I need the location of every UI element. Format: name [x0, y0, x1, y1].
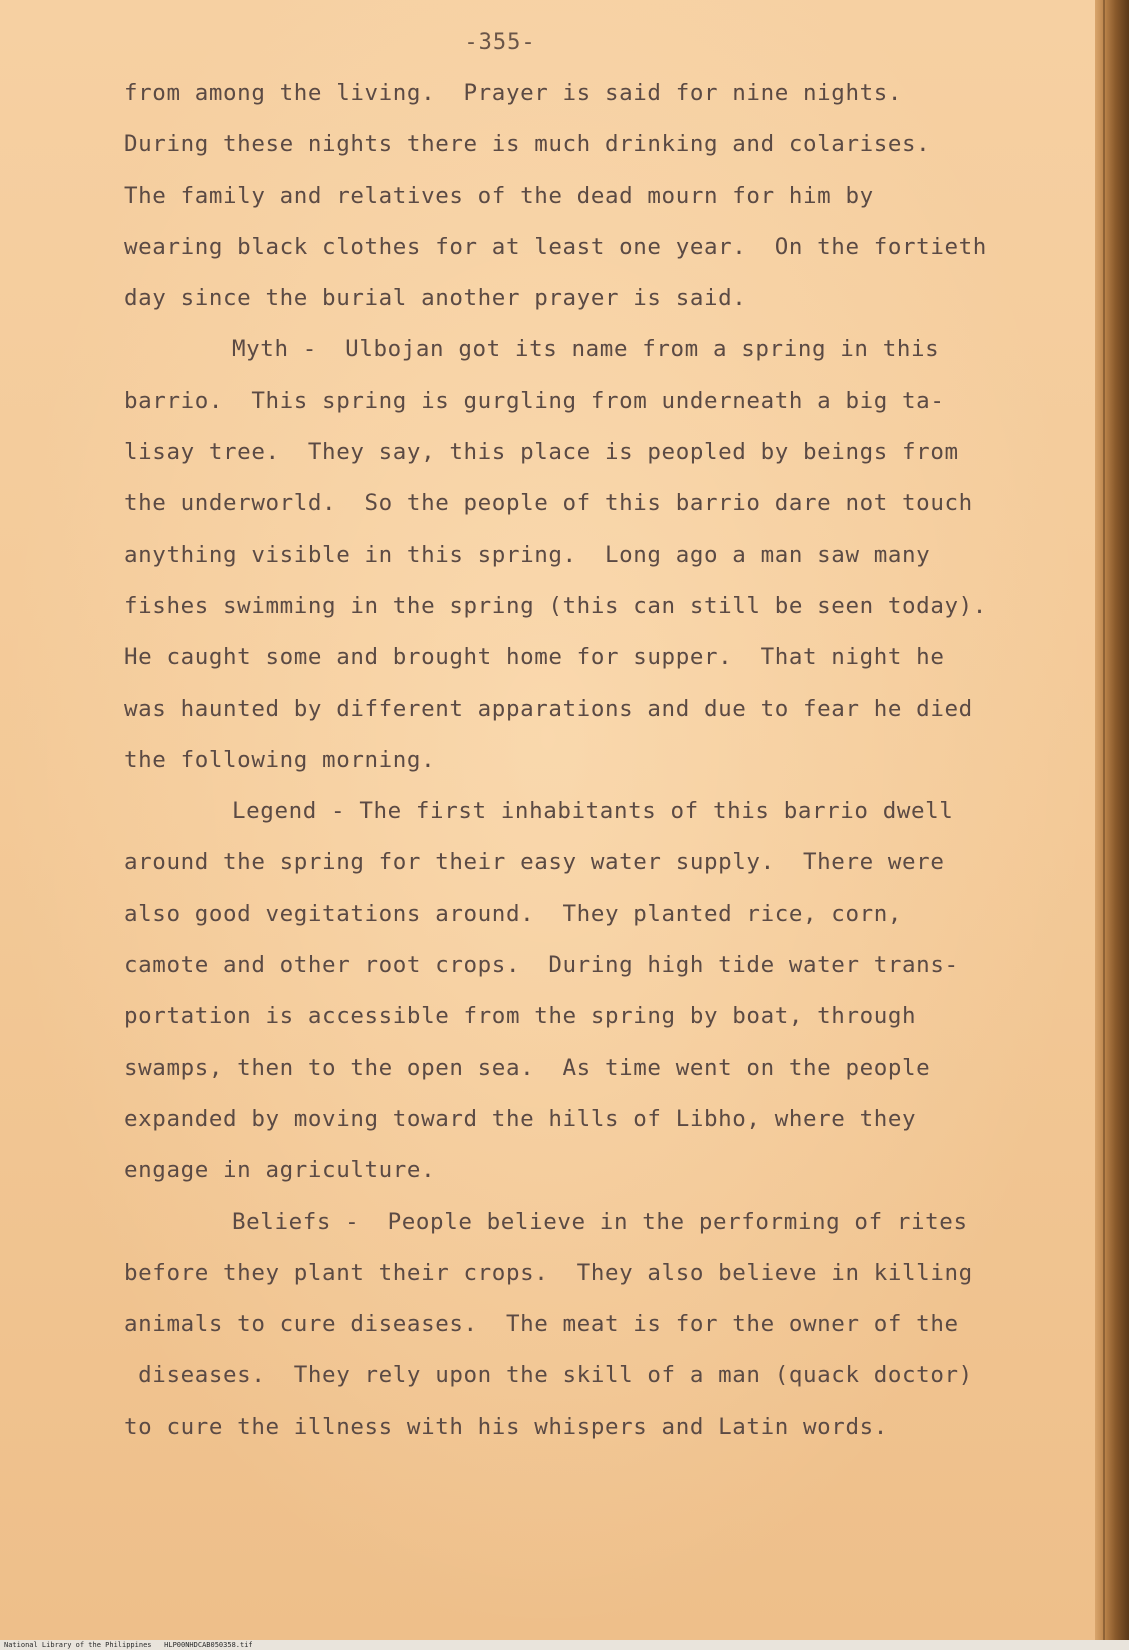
text-line: around the spring for their easy water supply. There were	[124, 849, 945, 876]
text-line: portation is accessible from the spring by boat, through	[124, 1003, 917, 1030]
text-line: wearing black clothes for at least one year. On the fortieth	[124, 233, 987, 260]
text-line: was haunted by different apparations and due to fear he died	[124, 695, 973, 722]
text-line: He caught some and brought home for supper. That night he	[124, 644, 945, 671]
page-number: -355-	[464, 30, 536, 55]
paragraph-beliefs-start: Beliefs - People believe in the performing of rites	[232, 1208, 968, 1235]
text-line: fishes swimming in the spring (this can still be seen today).	[124, 592, 987, 619]
text-line: anything visible in this spring. Long ago a man saw many	[124, 541, 931, 568]
text-line: before they plant their crops. They also believe in killing	[124, 1259, 973, 1286]
text-line: diseases. They rely upon the skill of a man (quack doctor)	[124, 1362, 973, 1389]
text-line: day since the burial another prayer is said.	[124, 285, 747, 312]
text-line: During these nights there is much drinking and colarises.	[124, 131, 931, 158]
text-line: the following morning.	[124, 746, 436, 773]
text-line: to cure the illness with his whispers and Latin words.	[124, 1413, 888, 1440]
text-line: swamps, then to the open sea. As time went on the people	[124, 1054, 931, 1081]
paragraph-myth-start: Myth - Ulbojan got its name from a spring in this	[232, 336, 940, 363]
paragraph-legend-start: Legend - The first inhabitants of this barrio dwell	[232, 798, 954, 825]
book-binding-edge	[1095, 0, 1129, 1640]
text-line: barrio. This spring is gurgling from underneath a big ta-	[124, 387, 945, 414]
text-line: expanded by moving toward the hills of Libho, where they	[124, 1105, 917, 1132]
text-line: camote and other root crops. During high tide water trans-	[124, 952, 959, 979]
text-line: from among the living. Prayer is said for nine nights.	[124, 80, 903, 106]
text-line: the underworld. So the people of this barrio dare not touch	[124, 490, 973, 517]
text-line: lisay tree. They say, this place is peopled by beings from	[124, 439, 959, 466]
footer-credit: National Library of the Philippines HLP00NHDCAB050358.tif	[4, 1641, 253, 1649]
text-line: animals to cure diseases. The meat is for the owner of the	[124, 1311, 959, 1338]
typewritten-body	[124, 68, 1054, 1453]
text-line: also good vegitations around. They planted rice, corn,	[124, 900, 903, 927]
text-line: The family and relatives of the dead mourn for him by	[124, 182, 874, 209]
text-line: engage in agriculture.	[124, 1157, 436, 1184]
